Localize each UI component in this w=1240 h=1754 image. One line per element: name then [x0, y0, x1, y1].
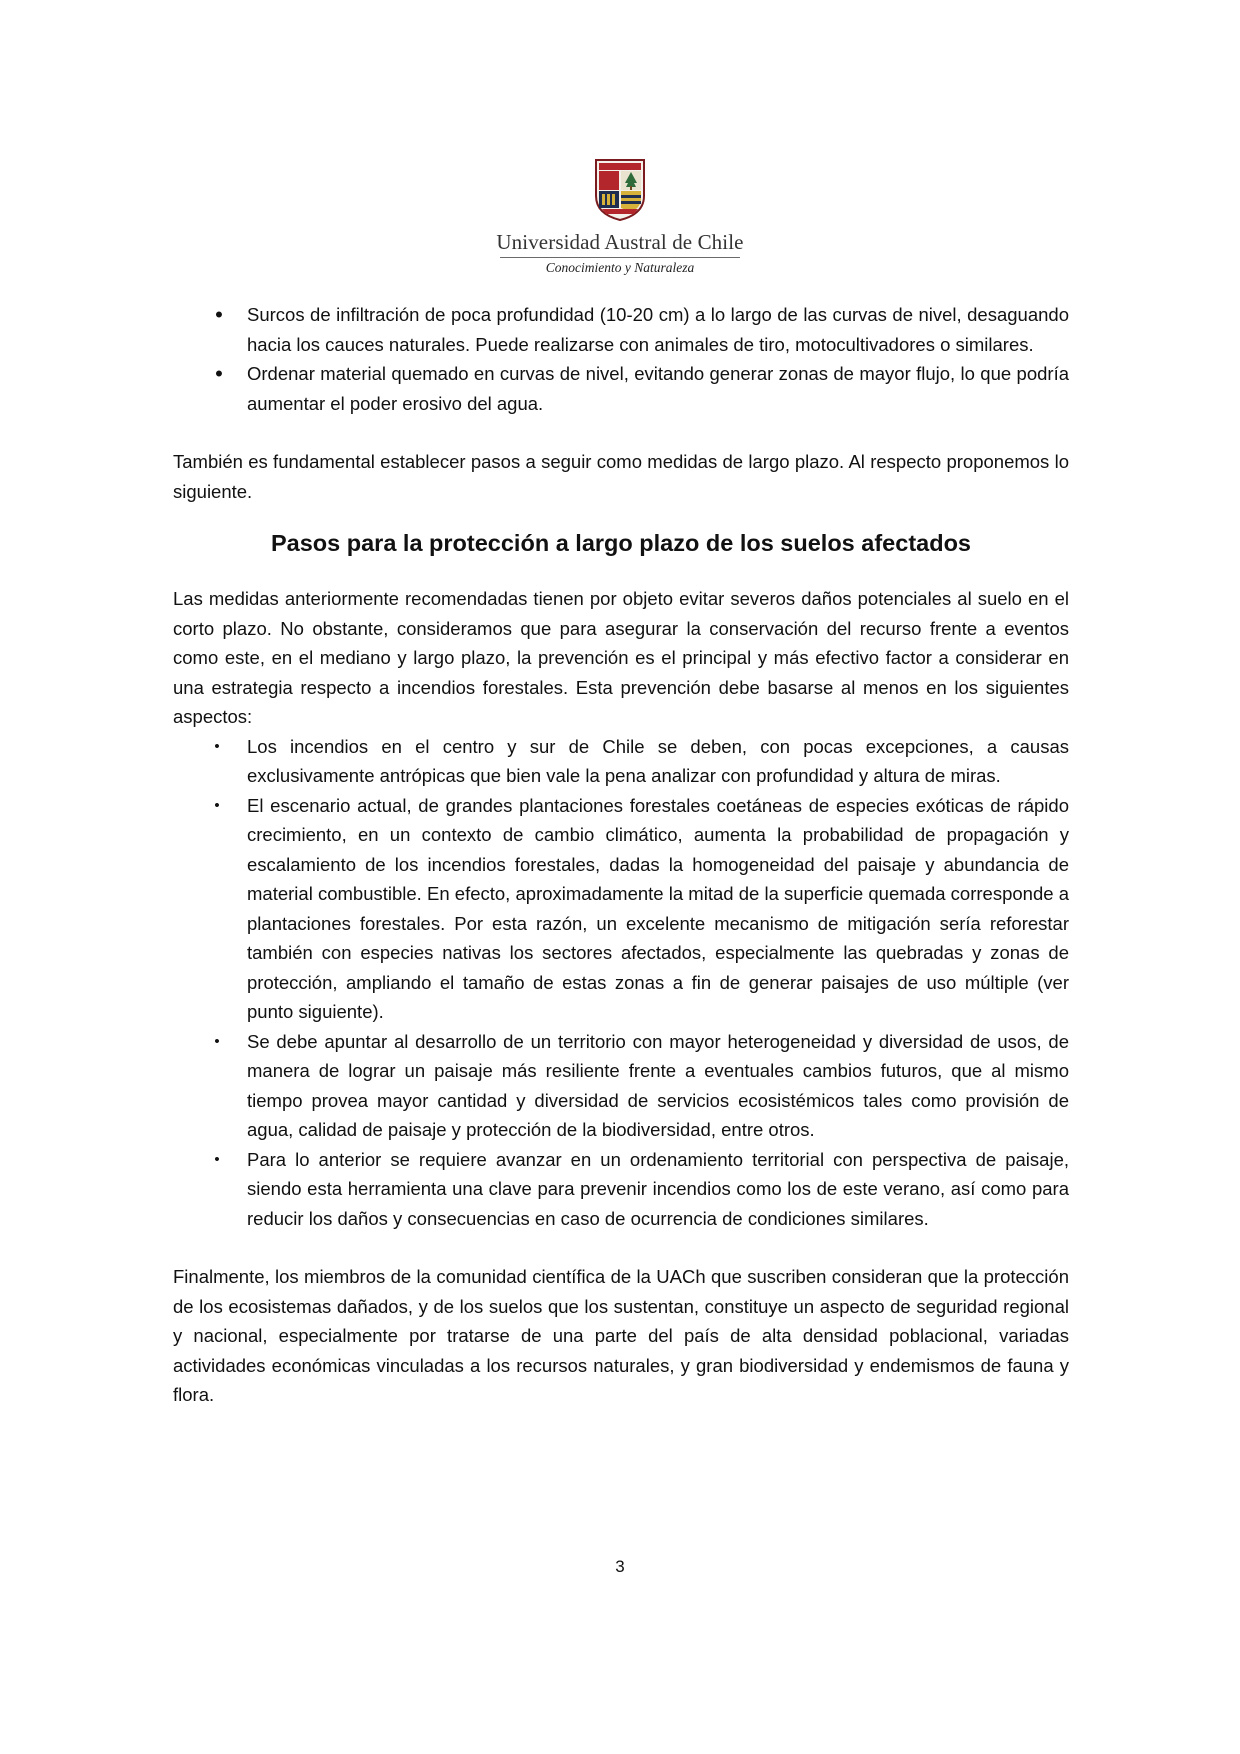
list-item [173, 300, 1069, 359]
list-item [173, 359, 1069, 418]
prevention-aspects-list [173, 732, 1069, 1234]
short-term-measures-list [173, 300, 1069, 418]
paragraph-spacer [173, 418, 1069, 447]
document-body [173, 300, 1069, 1410]
letterhead-divider [500, 257, 740, 258]
long-term-paragraph: También es fundamental establecer pasos a seguir como medidas de largo plazo. Al respecto proponemos lo siguiente. [173, 451, 1069, 502]
list-item [173, 791, 1069, 1027]
list-item-text: El escenario actual, de grandes plantaciones forestales coetáneas de especies exóticas de rápido crecimiento, en un contexto de cambio climático, aumenta la probabilidad de propagación y escalamiento de los incendios forestales, dadas la homogeneidad del paisaje y abundancia de material combustible. En efecto, aproximadamente la mitad de la superficie quemada corresponde a plantaciones forestales. Por esta razón, un excelente mecanismo de mitigación sería reforestar también con especies nativas los sectores afectados, especialmente las quebradas y zonas de protección, ampliando el tamaño de estas zonas a fin de generar paisajes de uso múltiple (ver punto siguiente). [247, 794, 1069, 1022]
list-item-text: Para lo anterior se requiere avanzar en un ordenamiento territorial con perspectiva de paisaje, siendo esta herramienta una clave para prevenir incendios como los de este verano, así como para reducir los daños y consecuencias en caso de ocurrencia de condiciones similares. [247, 1148, 1069, 1229]
paragraph-spacer [173, 1233, 1069, 1262]
bullet-icon: • [214, 1150, 220, 1168]
list-item-text: Surcos de infiltración de poca profundidad (10-20 cm) a lo largo de las curvas de nivel, desaguando hacia los cauces naturales. Puede realizarse con animales de tiro, motocultivadores o similares. [247, 304, 1069, 355]
closing-paragraph: Finalmente, los miembros de la comunidad científica de la UACh que suscriben consideran que la protección de los ecosistemas dañados, y de los suelos que los sustentan, constituye un aspecto de seguridad regional y nacional, especialmente por tratarse de una parte del país de alta densidad poblacional, variadas actividades económicas vinculadas a los recursos naturales, y gran biodiversidad y endemismos de fauna y flora. [173, 1266, 1069, 1405]
bullet-icon: • [214, 796, 220, 814]
bullet-icon: • [214, 737, 220, 755]
list-item-text: Se debe apuntar al desarrollo de un territorio con mayor heterogeneidad y diversidad de usos, de manera de lograr un paisaje más resiliente frente a eventuales cambios futuros, que al mismo tiempo provea mayor cantidad y diversidad de servicios ecosistémicos tales como provisión de agua, calidad de paisaje y protección de la biodiversidad, entre otros. [247, 1030, 1069, 1140]
bullet-icon: • [215, 361, 223, 386]
bullet-icon: • [214, 1032, 220, 1050]
bullet-icon: • [215, 302, 223, 327]
section-heading: Pasos para la protección a largo plazo de los suelos afectados [270, 530, 971, 556]
institution-tagline: Conocimiento y Naturaleza [545, 260, 695, 275]
page-number: 3 [615, 1557, 625, 1576]
university-crest-icon [592, 156, 648, 222]
list-item [173, 1145, 1069, 1234]
institution-name: Universidad Austral de Chile [496, 230, 744, 254]
intro-paragraph: Las medidas anteriormente recomendadas tienen por objeto evitar severos daños potenciales al suelo en el corto plazo. No obstante, consideramos que para asegurar la conservación del recurso frente a eventos como este, en el mediano y largo plazo, la prevención es el principal y más efectivo factor a considerar en una estrategia respecto a incendios forestales. Esta prevención debe basarse al menos en los siguientes aspectos: [173, 588, 1069, 727]
letterhead [0, 156, 1240, 276]
list-item [173, 732, 1069, 791]
list-item-text: Los incendios en el centro y sur de Chile se deben, con pocas excepciones, a causas exclusivamente antrópicas que bien vale la pena analizar con profundidad y altura de miras. [247, 735, 1069, 786]
list-item-text: Ordenar material quemado en curvas de nivel, evitando generar zonas de mayor flujo, lo que podría aumentar el poder erosivo del agua. [247, 363, 1069, 414]
list-item [173, 1027, 1069, 1145]
